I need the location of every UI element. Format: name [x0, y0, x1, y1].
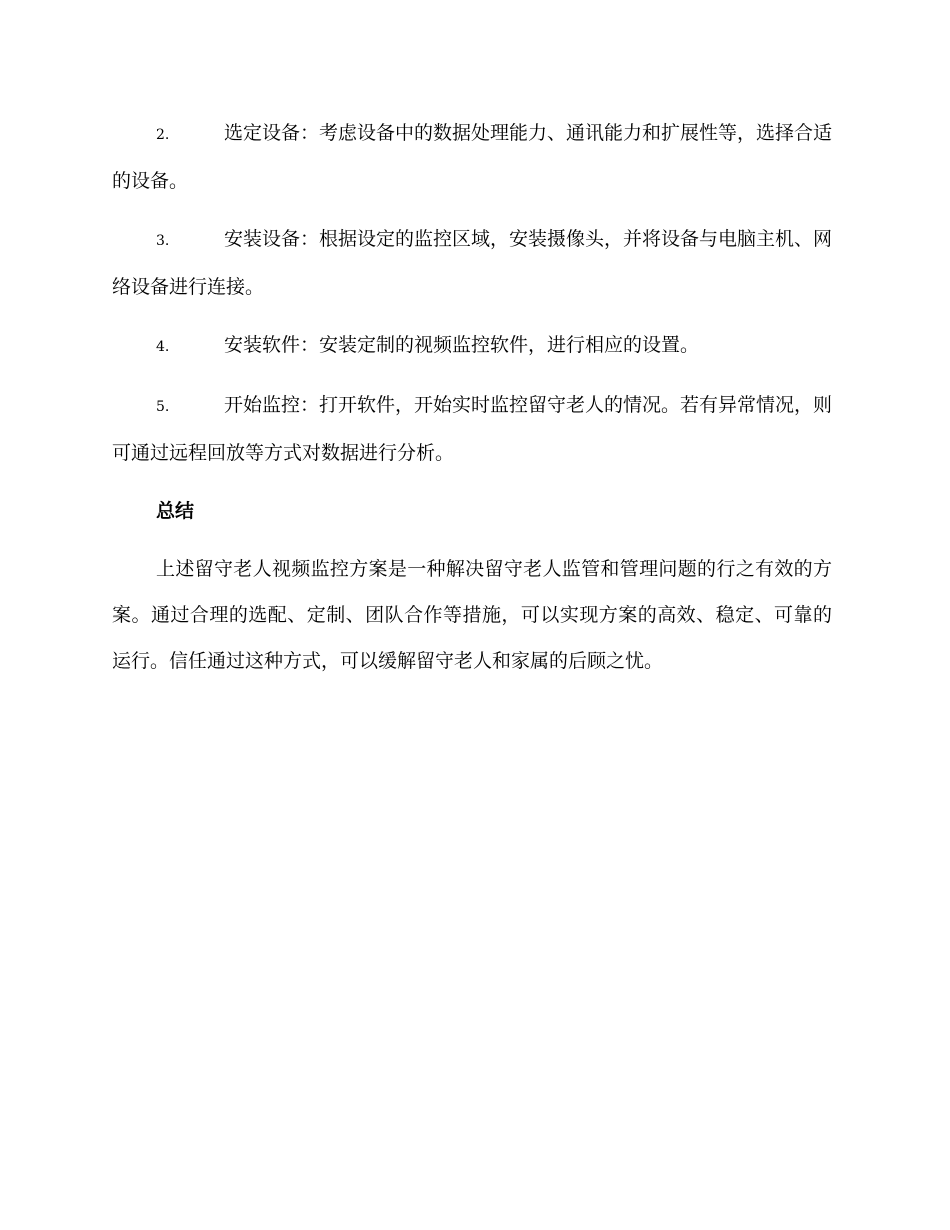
list-number: 2. [156, 127, 170, 143]
summary-paragraph: 上述留守老人视频监控方案是一种解决留守老人监管和管理问题的行之有效的方案。通过合理的选配、定制、团队合作等措施，可以实现方案的高效、稳定、可靠的运行。信任通过这种方式，可以缓解留守老人和家属的后顾之忧。 [112, 558, 832, 672]
list-number: 3. [156, 233, 170, 249]
summary-heading: 总结 [156, 500, 195, 522]
list-text: 开始监控：打开软件，开始实时监控留守老人的情况。若有异常情况，则可通过远程回放等方式对数据进行分析。 [112, 394, 833, 464]
document-body [112, 110, 832, 684]
list-text: 安装软件：安装定制的视频监控软件，进行相应的设置。 [224, 334, 700, 356]
list-number: 5. [156, 399, 170, 415]
list-text: 安装设备：根据设定的监控区域，安装摄像头，并将设备与电脑主机、网络设备进行连接。 [112, 228, 833, 298]
list-item-3 [112, 216, 832, 310]
list-item-4 [112, 322, 832, 370]
list-text: 选定设备：考虑设备中的数据处理能力、通讯能力和扩展性等，选择合适的设备。 [112, 122, 833, 192]
list-item-5 [112, 382, 832, 476]
list-number: 4. [156, 339, 170, 355]
list-item-2 [112, 110, 832, 204]
